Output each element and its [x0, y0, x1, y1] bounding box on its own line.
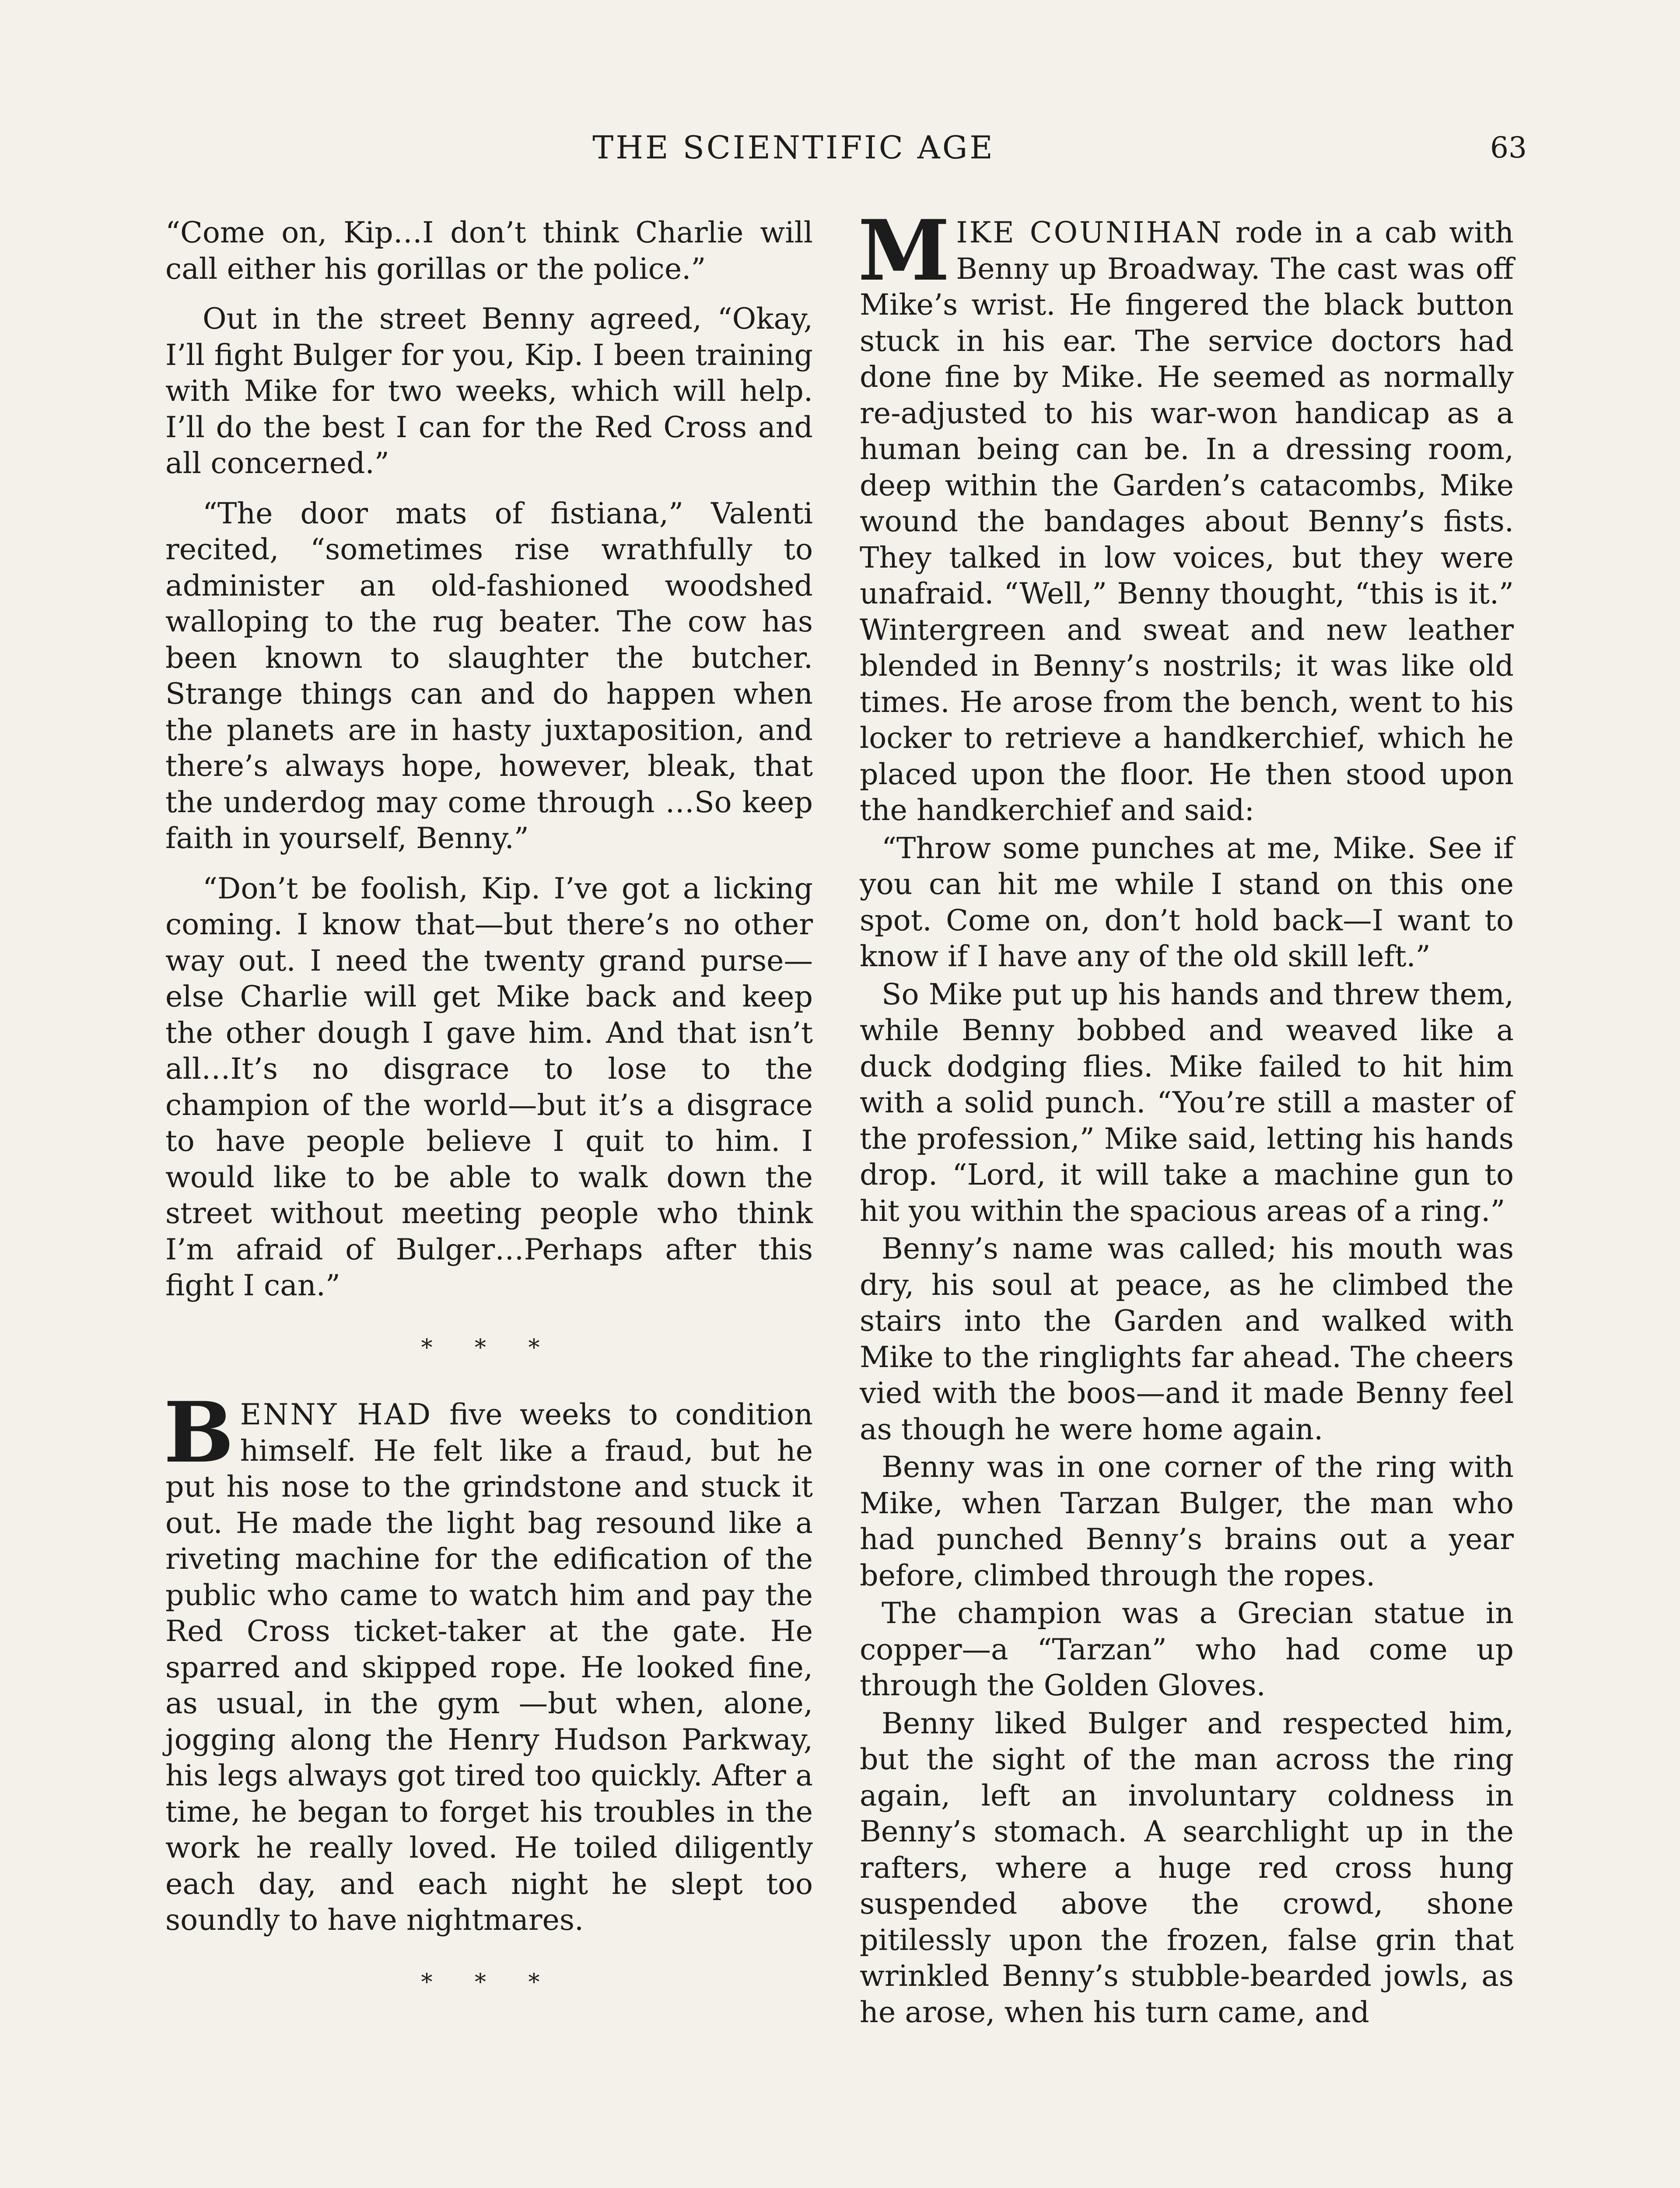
section-separator: * * * [421, 1969, 557, 1995]
section-separator: * * * [421, 1334, 557, 1361]
paragraph: “The door mats of fistiana,” Valenti recited, “sometimes rise wrathfully to administer an old-fashioned woodshed walloping to the rug beater. The cow has been known to slaughter the butcher. Strange things can and do happen when the planets are in hasty juxtaposition, and there’s always hope, however, bleak, that the underdog may come through …So keep faith in yourself, Benny.” [165, 496, 813, 855]
paragraph: Benny liked Bulger and respected him, but the sight of the man across the ring again, left an involuntary coldness in Benny’s stomach. A searchlight up in the rafters, where a huge red cross hung suspended above the crowd, shone pitilessly upon the frozen, false grin that wrinkled Benny’s stubble-bearded jowls, as he arose, when his turn came, and [860, 1706, 1514, 2029]
paragraph: “Don’t be foolish, Kip. I’ve got a licking coming. I know that—but there’s no other way out. I need the twenty grand purse—else Charlie will get Mike back and keep the other dough I gave him. And that isn’t all…It’s no disgrace to lose to the champion of the world—but it’s a disgrace to have people believe I quit to him. I would like to be able to walk down the street without meeting people who think I’m afraid of Bulger…Perhaps after this fight I can.” [165, 871, 813, 1302]
drop-cap: B [164, 1384, 234, 1481]
page-header [0, 125, 1680, 177]
paragraph: “Throw some punches at me, Mike. See if you can hit me while I stand on this one spot. Come on, don’t hold back—I want to know if I have any of the old skill left.” [860, 831, 1514, 973]
paragraph-text: rode in a cab with Benny up Broadway. The cast was off Mike’s wrist. He fingered the black button stuck in his ear. The service doctors had done fine by Mike. He seemed as normally re-adjusted to his war-won handicap as a human being can be. In a dressing room, deep within the Garden’s catacombs, Mike wound the bandages about Benny’s fists. They talked in low voices, but they were unafraid. “Well,” Benny thought, “this is it.” Wintergreen and sweat and new leather blended in Benny’s nostrils; it was like old times. He arose from the bench, went to his locker to retrieve a handkerchief, which he placed upon the floor. He then stood upon the handkerchief and said: [860, 215, 1514, 827]
drop-cap: M [858, 202, 950, 299]
left-column [165, 214, 813, 2031]
paragraph: So Mike put up his hands and threw them, while Benny bobbed and weaved like a duck dodging flies. Mike failed to hit him with a solid punch. “You’re still a master of the profession,” Mike said, letting his hands drop. “Lord, it will take a machine gun to hit you within the spacious areas of a ring.” [860, 977, 1514, 1228]
paragraph: “Come on, Kip…I don’t think Charlie will call either his gorillas or the police.” [165, 215, 813, 286]
section-opening-paragraph [164, 1384, 813, 1938]
lead-caps: IKE COUNIHAN [956, 215, 1223, 249]
paragraph: Benny’s name was called; his mouth was dry, his soul at peace, as he climbed the stairs into the Garden and walked with Mike to the ringlights far ahead. The cheers vied with the boos—and it made Benny feel as though he were home again. [860, 1231, 1514, 1446]
running-title: THE SCIENTIFIC AGE [592, 129, 995, 166]
paragraph: Benny was in one corner of the ring with Mike, when Tarzan Bulger, the man who had punched Benny’s brains out a year before, climbed through the ropes. [860, 1450, 1514, 1592]
paragraph-text: five weeks to condition himself. He felt like a fraud, but he put his nose to the grindstone and stuck it out. He made the light bag resound like a riveting machine for the edification of the public who came to watch him and pay the Red Cross ticket-taker at the gate. He sparred and skipped rope. He looked fine, as usual, in the gym —but when, alone, jogging along the Henry Hudson Parkway, his legs always got tired too quickly. After a time, he began to forget his troubles in the work he really loved. He toiled diligently each day, and each night he slept too soundly to have nightmares. [165, 1397, 813, 1937]
right-column [858, 202, 1514, 2032]
paragraph: The champion was a Grecian statue in copper—a “Tarzan” who had come up through the Golden Gloves. [860, 1596, 1514, 1702]
section-opening-paragraph [858, 202, 1514, 828]
paragraph: Out in the street Benny agreed, “Okay, I’ll fight Bulger for you, Kip. I been training with Mike for two weeks, which will help. I’ll do the best I can for the Red Cross and all concerned.” [165, 302, 813, 480]
lead-caps: ENNY HAD [240, 1397, 433, 1431]
page-number: 63 [1490, 131, 1527, 165]
